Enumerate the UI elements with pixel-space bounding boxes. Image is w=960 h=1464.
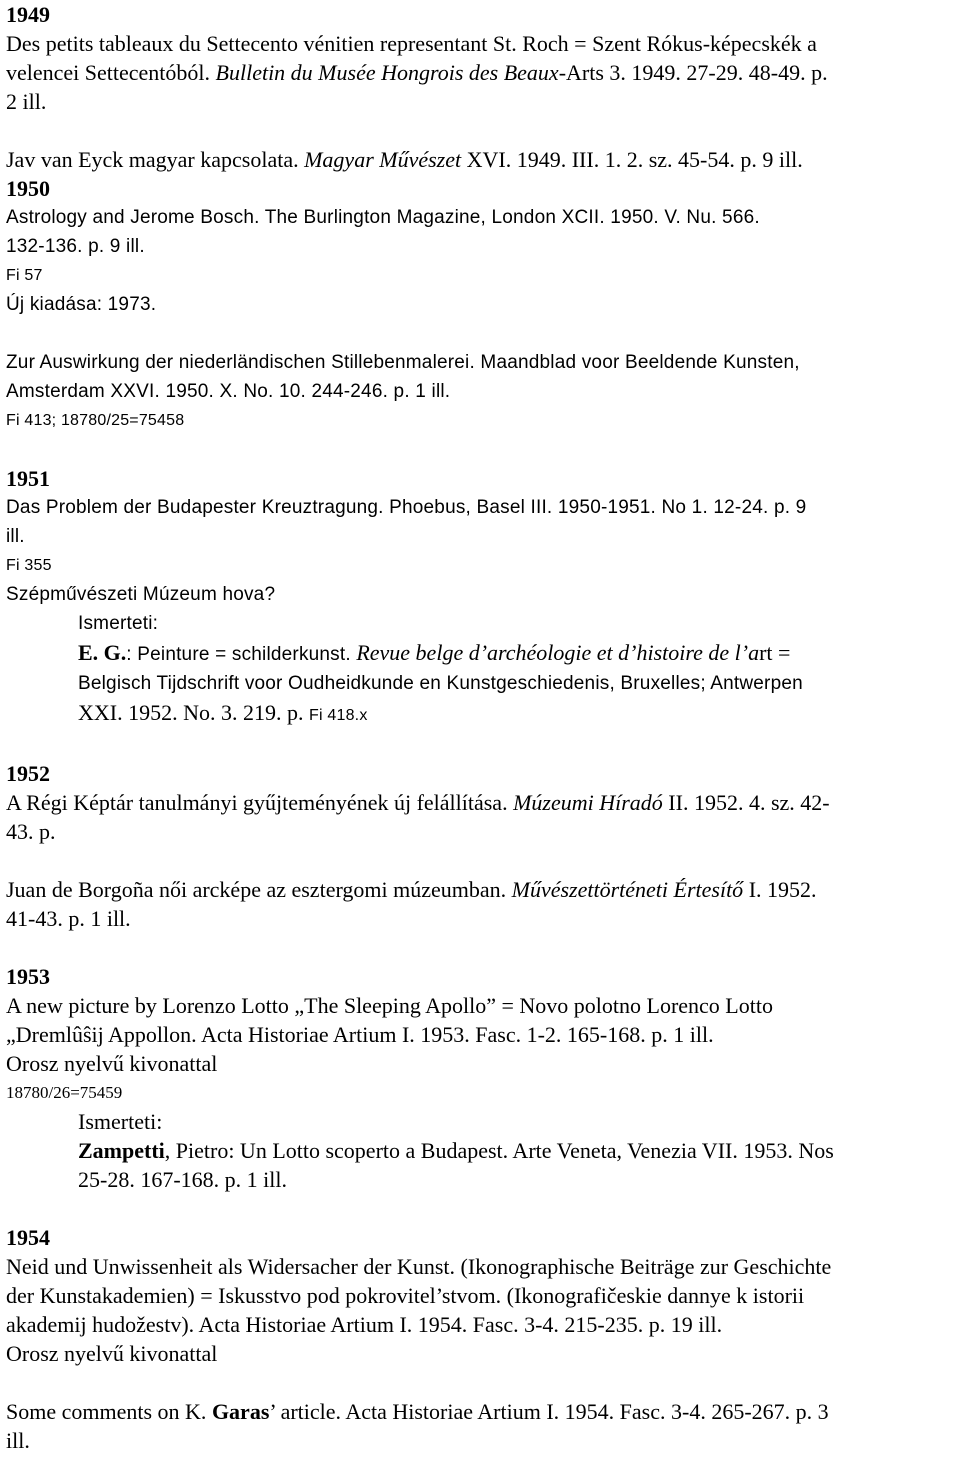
entry-line: Új kiadása: 1973. (6, 294, 157, 315)
entry-line (6, 58, 958, 87)
entry-line (6, 29, 958, 58)
entry-text: Some comments on K. (6, 1399, 212, 1424)
entry-text: I. 1952. (743, 877, 817, 902)
entry-line: Amsterdam XXVI. 1950. X. No. 10. 244-246. p. 1 ill. (6, 381, 451, 402)
spacer (6, 846, 958, 875)
journal-title: Revue belge d’archéologie et d’histoire de l’a (356, 640, 760, 665)
call-number: 18780/26=75459 (6, 1083, 123, 1102)
journal-title: Művészettörténeti Értesítő (511, 877, 744, 902)
review-label: Ismerteti: (78, 1109, 163, 1134)
year-heading-1949: 1949 (6, 2, 50, 27)
entry-line: der Kunstakademien) = Iskusstvo pod pokrovitel’stvom. (Ikonografičeskie dannye k istorii (6, 1283, 805, 1308)
entry-line: akademij hudožestv). Acta Historiae Artium I. 1954. Fasc. 3-4. 215-235. p. 19 ill. (6, 1312, 723, 1337)
entry-line: Zur Auswirkung der niederländischen Stillebenmalerei. Maandblad voor Beeldende Kunsten, (6, 352, 800, 373)
entry-line: 41-43. p. 1 ill. (6, 906, 131, 931)
entry-line: A new picture by Lorenzo Lotto „The Sleeping Apollo” = Novo polotno Lorenco Lotto (6, 993, 773, 1018)
journal-title: Múzeumi Híradó (513, 790, 663, 815)
entry-line: ill. (6, 1428, 30, 1453)
entry-text: velencei Settecentóból. (6, 60, 216, 85)
journal-title: Bulletin du Musée Hongrois des Beaux- (215, 60, 567, 85)
entry-text: II. 1952. 4. sz. 42- (662, 790, 830, 815)
entry-text: ’ article. Acta Historiae Artium I. 1954. Fasc. 3-4. 265-267. p. 3 (269, 1399, 829, 1424)
entry-text: : Peinture = schilderkunst. (126, 644, 357, 665)
entry-line: 43. p. (6, 819, 56, 844)
entry-line: Orosz nyelvű kivonattal (6, 1051, 218, 1076)
entry-text: XVI. 1949. III. 1. 2. sz. 45-54. p. 9 ill. (461, 147, 803, 172)
review-label: Ismerteti: (78, 613, 159, 634)
entry-line: ill. (6, 526, 25, 547)
author-name: Garas (211, 1399, 270, 1424)
entry-line: Astrology and Jerome Bosch. The Burlington Magazine, London XCII. 1950. V. Nu. 566. (6, 207, 760, 228)
entry-text: rt = (759, 640, 791, 665)
spacer (6, 1368, 958, 1397)
entry-line: Orosz nyelvű kivonattal (6, 1341, 218, 1366)
author-name: Zampetti (78, 1138, 165, 1163)
entry-line (6, 875, 958, 904)
year-heading-1954: 1954 (6, 1225, 50, 1250)
entry-text: A Régi Képtár tanulmányi gyűjteményének új felállítása. (6, 790, 514, 815)
entry-line (6, 1397, 958, 1426)
year-heading-1951: 1951 (6, 466, 50, 491)
call-number: Fi 355 (6, 557, 52, 574)
year-heading-1950: 1950 (6, 176, 50, 201)
spacer (6, 933, 958, 962)
entry-line (6, 638, 958, 669)
author-name: E. G. (78, 640, 127, 665)
entry-line: „Dremlûŝij Appollon. Acta Historiae Artium I. 1953. Fasc. 1-2. 165-168. p. 1 ill. (6, 1022, 714, 1047)
call-number: Fi 413; 18780/25=75458 (6, 412, 185, 429)
entry-text: Des petits tableaux du Settecento vénitien representant St. Roch = Szent Rókus-képecskék a (6, 31, 817, 56)
entry-text: XXI. 1952. No. 3. 219. p. (78, 700, 309, 725)
entry-line: Belgisch Tijdschrift voor Oudheidkunde en Kunstgeschiedenis, Bruxelles; Antwerpen (78, 673, 803, 694)
call-number: Fi 418.x (309, 707, 368, 724)
year-heading-1953: 1953 (6, 964, 50, 989)
entry-text: Juan de Borgoña női arcképe az esztergomi múzeumban. (6, 877, 512, 902)
spacer (6, 319, 958, 348)
journal-title: Magyar Művészet (304, 147, 462, 172)
spacer (6, 116, 958, 145)
year-heading-1952: 1952 (6, 761, 50, 786)
entry-line: Szépművészeti Múzeum hova? (6, 584, 276, 605)
entry-line: Das Problem der Budapester Kreuztragung. Phoebus, Basel III. 1950-1951. No 1. 12-24. p. 9 (6, 497, 807, 518)
spacer (6, 435, 958, 464)
entry-line: Neid und Unwissenheit als Widersacher der Kunst. (Ikonographische Beiträge zur Geschichte (6, 1254, 832, 1279)
entry-line (6, 145, 958, 174)
call-number: Fi 57 (6, 267, 43, 284)
entry-line: 25-28. 167-168. p. 1 ill. (78, 1167, 287, 1192)
entry-line (6, 788, 958, 817)
entry-text: Arts 3. 1949. 27-29. 48-49. p. (566, 60, 828, 85)
entry-line: 2 ill. (6, 89, 47, 114)
entry-text: , Pietro: Un Lotto scoperto a Budapest. Arte Veneta, Venezia VII. 1953. Nos (164, 1138, 834, 1163)
bibliography-page (6, 0, 958, 1455)
entry-line (6, 698, 958, 730)
entry-line (6, 1136, 958, 1165)
spacer (6, 730, 958, 759)
spacer (6, 1194, 958, 1223)
entry-line: 132-136. p. 9 ill. (6, 236, 145, 257)
entry-text: Jav van Eyck magyar kapcsolata. (6, 147, 305, 172)
